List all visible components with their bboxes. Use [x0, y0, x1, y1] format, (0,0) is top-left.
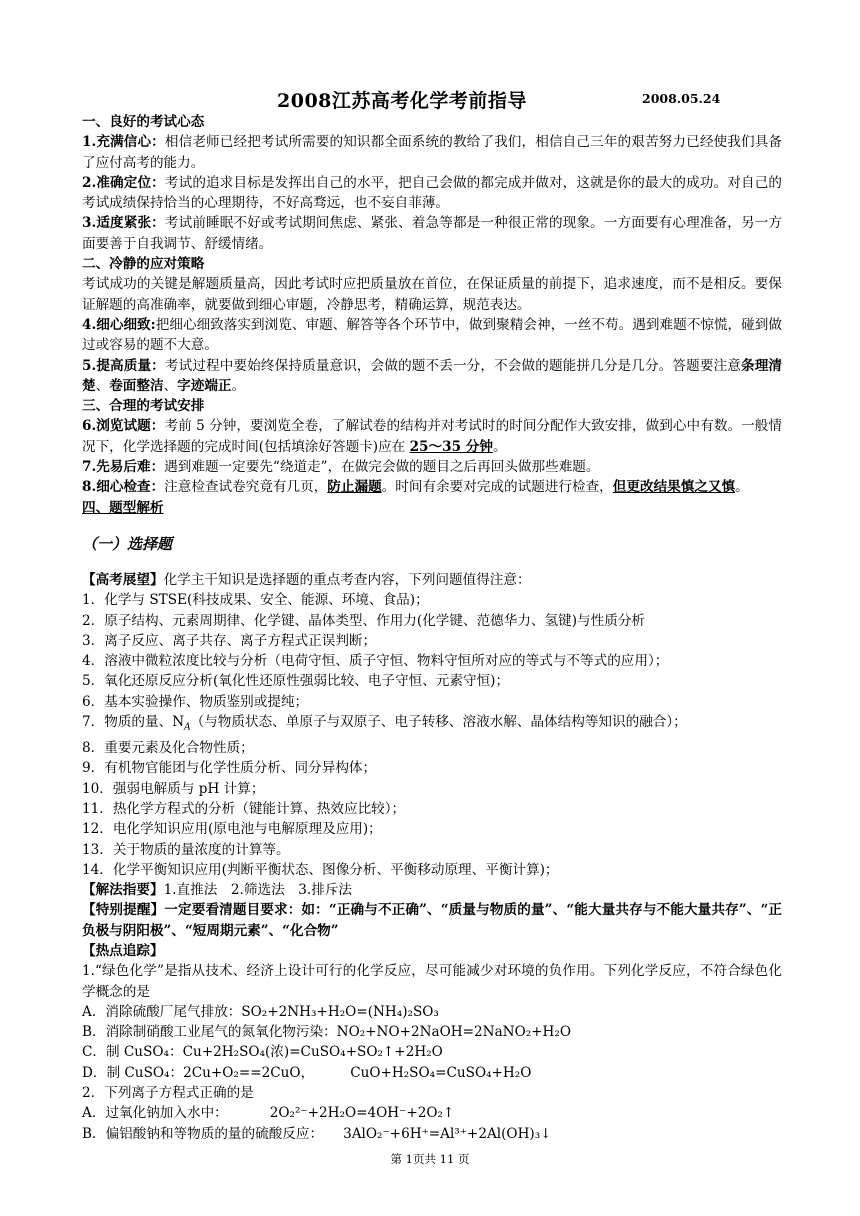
section-heading	[82, 498, 782, 518]
list-item: 10．强弱电解质与 pH 计算；	[82, 780, 265, 797]
option-text: CuO+H₂SO₄=CuSO₄+H₂O	[350, 1064, 532, 1081]
list-item: 1．化学与 STSE(科技成果、安全、能源、环境、食品)；	[82, 592, 429, 609]
option: C．制 CuSO₄：Cu+2H₂SO₄(浓)=CuSO₄+SO₂↑+2H₂O	[82, 1044, 443, 1061]
paragraph: 考试成功的关键是解题质量高，因此考试时应把质量放在首位，在保证质量的前提下，追求速度，而不是相反。要保证解题的高准确率，就要做到细心审题，冷静思考，精确运算，规范表达。	[82, 276, 782, 313]
emphasis: 字迹端正	[177, 377, 232, 394]
paragraph	[82, 416, 782, 457]
paragraph	[82, 477, 782, 497]
title-row	[82, 86, 782, 112]
option-text: A．过氧化钠加入水中：	[82, 1105, 228, 1122]
separator: 、	[95, 377, 110, 394]
paragraph: 【热点追踪】	[82, 943, 164, 959]
para-label: 7.先易后难：	[82, 459, 165, 476]
para-text: 一定要看清题目要求：如：“正确与不正确”、“质量与物质的量”、“能大量共存与不能大量共存”、“正负极与阴阳极”、“短周期元素”、“化合物”	[82, 902, 783, 939]
para-label: 【特别提醒】	[82, 902, 165, 919]
para-label: 3.适度紧张：	[82, 215, 165, 232]
paragraph	[82, 213, 782, 254]
section-heading-text: 四、题型解析	[82, 499, 164, 516]
para-label: 【高考展望】	[82, 571, 164, 588]
para-end: 。	[492, 438, 507, 455]
list-item: 12．电化学知识应用(原电池与电解原理及应用)；	[82, 821, 382, 838]
list-item	[82, 712, 782, 738]
para-text: 考试过程中要始终保持质量意识，会做的题不丢一分，不会做的题能拼几分是几分。答题要注意	[164, 357, 741, 374]
option: A．消除硫酸厂尾气排放：SO₂+2NH₃+H₂O=(NH₄)₂SO₃	[82, 1003, 439, 1020]
option-text: 3AlO₂⁻+6H⁺=Al³⁺+2Al(OH)₃↓	[343, 1125, 552, 1142]
page-footer: 第 1页共 11 页	[390, 1152, 470, 1166]
list-item: 2．原子结构、元素周期律、化学键、晶体类型、作用力(化学键、范德华力、氢键)与性质分析	[82, 612, 646, 629]
para-text: 化学主干知识是选择题的重点考查内容，下列问题值得注意：	[163, 571, 531, 588]
paragraph	[82, 132, 782, 173]
list-item-text: 7．物质的量、N	[82, 714, 185, 731]
list-item: 8．重要元素及化合物性质；	[82, 740, 254, 757]
para-text: 相信老师已经把考试所需要的知识都全面系统的教给了我们，相信自己三年的艰苦努力已经使我们具备了应付高考的能力。	[82, 134, 782, 171]
para-text: 考前 5 分钟，要浏览全卷，了解试卷的结构并对考试时的时间分配作大致安排，做到心中有数。一般情况下，化学选择题的完成时间(包括填涂好答题卡)应在	[82, 418, 782, 455]
para-text: 考试前睡眠不好或考试期间焦虑、紧张、着急等都是一种很正常的现象。一方面要有心理准备，另一方面要善于自我调节、舒缓情绪。	[82, 215, 782, 252]
para-text: 遇到难题一定要先“绕道走”，在做完会做的题目之后再回头做那些难题。	[164, 459, 600, 476]
page-title: 2008江苏高考化学考前指导	[277, 90, 527, 112]
para-label: 1.充满信心：	[82, 134, 165, 151]
paragraph	[82, 880, 782, 900]
para-text: 注意检查试卷究竟有几页，	[164, 479, 328, 496]
paragraph	[82, 356, 782, 397]
option-text: 2O₂²⁻+2H₂O=4OH⁻+2O₂↑	[269, 1105, 455, 1122]
paragraph	[82, 315, 782, 356]
emphasis: 卷面整洁	[109, 377, 164, 394]
emphasis: 条理清楚	[82, 357, 783, 394]
separator: 、	[163, 377, 178, 394]
subscript: A	[184, 722, 191, 733]
option: B．消除制硝酸工业尾气的氮氧化物污染：NO₂+NO+2NaOH=2NaNO₂+H₂O	[82, 1024, 571, 1041]
list-item: 6．基本实验操作、物质鉴别或提纯；	[82, 693, 309, 710]
underlined-emphasis: 但更改结果慎之又慎	[612, 479, 736, 496]
option-text: B．偏铝酸钠和等物质的量的硫酸反应：	[82, 1125, 324, 1142]
underlined-emphasis: 防止漏题	[327, 479, 382, 496]
option	[82, 1103, 782, 1123]
underlined-emphasis: 25～35 分钟	[409, 438, 493, 455]
para-label: 5.提高质量：	[82, 357, 165, 374]
para-label: 【解法指要】	[82, 882, 164, 899]
para-end: 。	[735, 479, 749, 496]
option-text: D．制 CuSO₄：2Cu+O₂==2CuO，	[82, 1064, 315, 1081]
para-label: 6.浏览试题：	[82, 418, 165, 435]
list-item: 13．关于物质的量浓度的计算等。	[82, 841, 290, 858]
para-label: 8.细心检查：	[82, 479, 165, 496]
option	[82, 1063, 782, 1083]
section-heading: 三、合理的考试安排	[82, 398, 205, 415]
list-item-text: （与物质状态、单原子与双原子、电子转移、溶液水解、晶体结构等知识的融合）；	[190, 714, 687, 731]
list-item: 5．氧化还原反应分析(氧化性还原性强弱比较、电子守恒、元素守恒)；	[82, 673, 510, 690]
para-end: 。	[231, 377, 246, 394]
list-item: 4．溶液中微粒浓度比较与分析（电荷守恒、质子守恒、物料守恒所对应的等式与不等式的应用）；	[82, 653, 669, 670]
list-item: 11．热化学方程式的分析（键能计算、热效应比较）；	[82, 800, 406, 817]
question-stem: 2．下列离子方程式正确的是	[82, 1085, 254, 1102]
page-date: 2008.05.24	[642, 91, 721, 106]
paragraph	[82, 900, 782, 941]
para-label: 4.细心细致:	[82, 316, 156, 333]
paragraph	[82, 457, 782, 477]
option	[82, 1124, 782, 1144]
list-item: 3．离子反应、离子共存、离子方程式正误判断；	[82, 632, 377, 649]
para-text: 把细心细致落实到浏览、审题、解答等各个环节中，做到聚精会神，一丝不苟。遇到难题不惊慌，碰到做过或容易的题不大意。	[82, 316, 782, 354]
section-heading: 一、良好的考试心态	[82, 114, 205, 130]
para-text: 。时间有余要对完成的试题进行检查，	[381, 479, 613, 496]
question-stem: 1.“绿色化学”是指从技术、经济上设计可行的化学反应，尽可能减少对环境的负作用。下列化学反应，不符合绿色化学概念的是	[82, 963, 782, 1000]
list-item: 9．有机物官能团与化学性质分析、同分异构体；	[82, 760, 377, 777]
para-text: 考试的追求目标是发挥出自己的水平，把自己会做的都完成并做对，这就是你的最大的成功。对自己的考试成绩保持恰当的心理期待，不好高骛远，也不妄自菲薄。	[82, 174, 782, 212]
document-page	[82, 86, 782, 1144]
para-label: 2.准确定位：	[82, 174, 165, 191]
sub-heading: （一）选择题	[82, 534, 173, 553]
para-text: 1.直推法 2.筛选法 3.排斥法	[163, 882, 353, 899]
section-heading: 二、冷静的应对策略	[82, 256, 205, 273]
paragraph	[82, 570, 782, 590]
paragraph	[82, 173, 782, 214]
list-item: 14．化学平衡知识应用(判断平衡状态、图像分析、平衡移动原理、平衡计算)；	[82, 861, 559, 878]
